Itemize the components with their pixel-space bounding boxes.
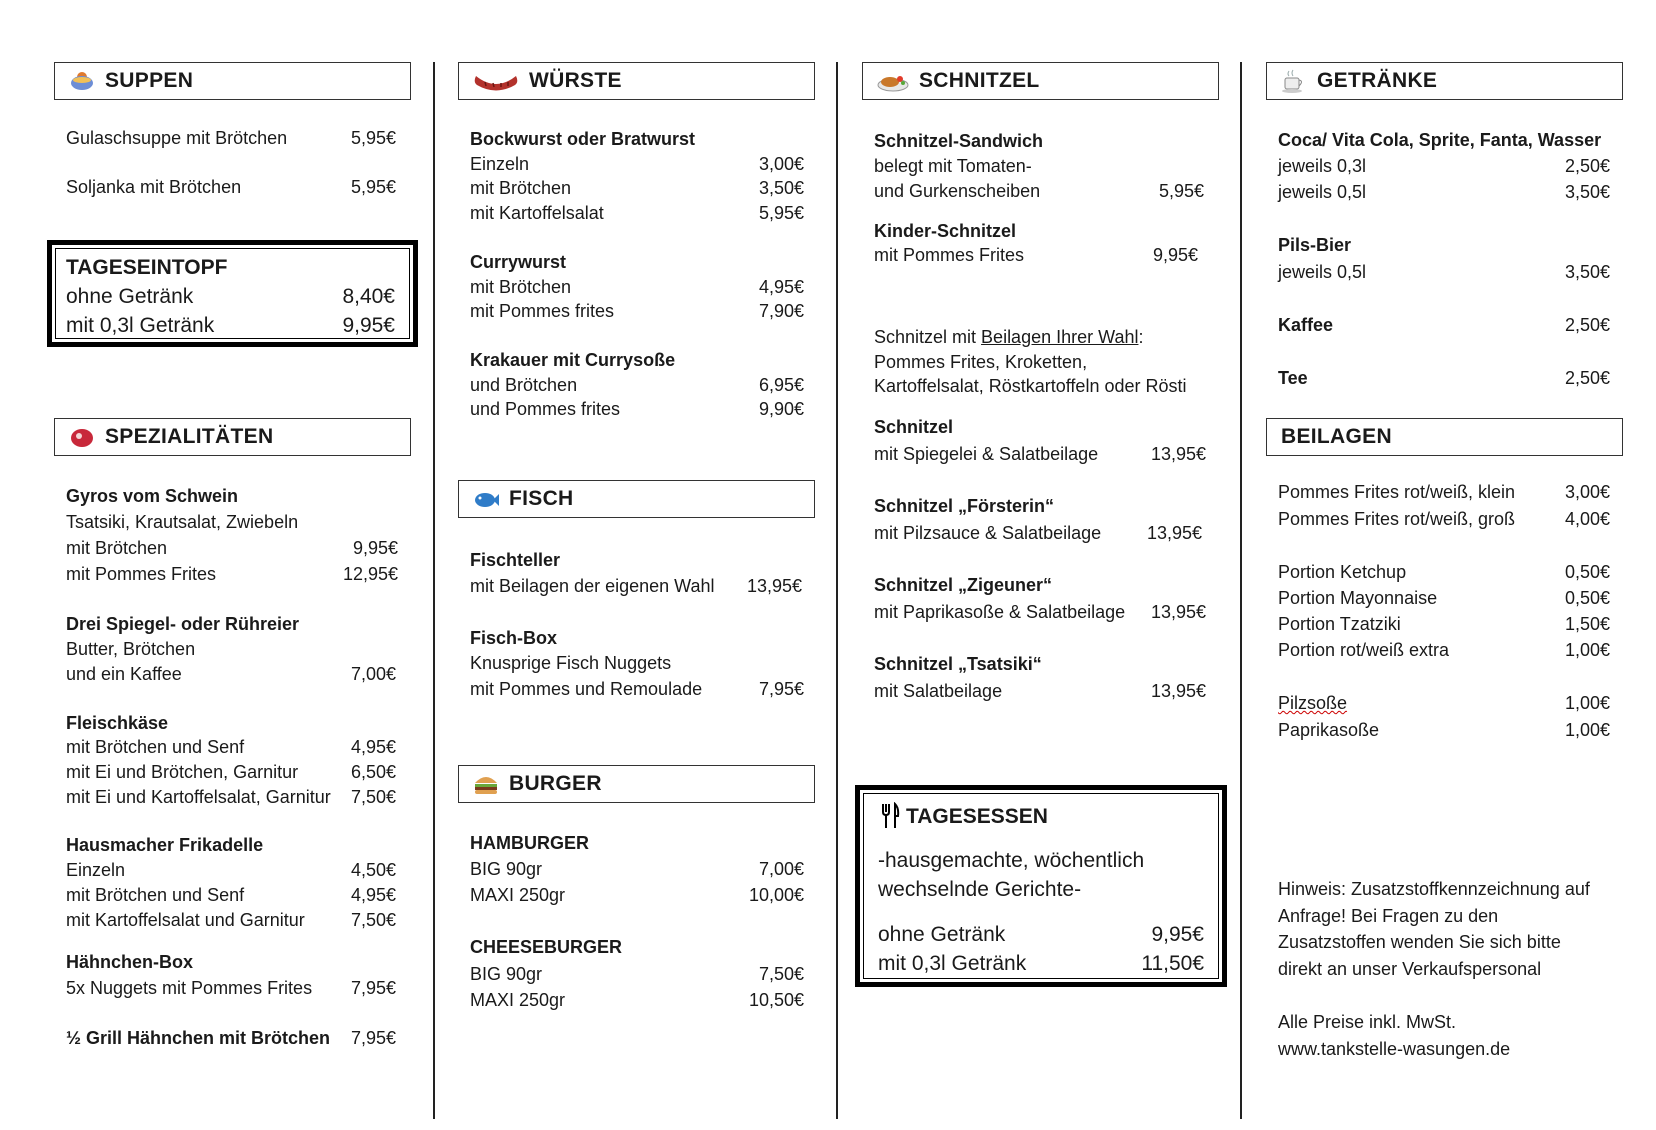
krakauer-row: und Pommes frites (470, 399, 621, 419)
hinweis-text: Zusatzstoffen wenden Sie sich bitte (1278, 932, 1561, 952)
gyros-row: mit Brötchen (66, 538, 168, 558)
fischbox-title: Fisch-Box (470, 628, 558, 648)
column-divider (836, 62, 838, 1119)
cutlery-icon (880, 802, 900, 830)
schnitzel-item-title: Schnitzel „Tsatsiki“ (874, 654, 1042, 674)
eier-desc: Butter, Brötchen (66, 639, 196, 659)
frikadelle-price: 4,50€ (350, 860, 396, 880)
tageseintopf-box (47, 240, 418, 347)
cheeseburger-title: CHEESEBURGER (470, 937, 623, 957)
hamburger-title: HAMBURGER (470, 833, 589, 853)
haehnchenbox-price: 7,95€ (350, 978, 396, 998)
fischteller-title: Fischteller (470, 550, 561, 570)
beilage-row: Portion Tzatziki (1278, 614, 1401, 634)
hinweis-text: Anfrage! Bei Fragen zu den (1278, 906, 1499, 926)
curry-row: mit Brötchen (470, 277, 572, 297)
cheeseburger-row: MAXI 250gr (470, 990, 566, 1010)
hinweis-text: Hinweis: Zusatzstoffkennzeichnung auf (1278, 879, 1590, 899)
hamburger-price: 7,00€ (758, 859, 804, 879)
schnitzel-item-row: mit Salatbeilage (874, 681, 1003, 701)
schnitzel-item-title: Schnitzel „Försterin“ (874, 496, 1055, 516)
curry-row: mit Pommes frites (470, 301, 615, 321)
column-divider (433, 62, 435, 1119)
beilagen-info-suffix: : (1138, 327, 1144, 347)
schnitzel-item-price: 13,95€ (1150, 681, 1206, 701)
grill-price: 7,95€ (350, 1028, 396, 1048)
fleischkaese-row: mit Brötchen und Senf (66, 737, 245, 757)
suppen-title: SUPPEN (105, 69, 194, 92)
fleischkaese-row: mit Ei und Kartoffelsalat, Garnitur (66, 787, 331, 807)
gyros-title: Gyros vom Schwein (66, 486, 239, 506)
soup-item: Soljanka mit Brötchen (66, 177, 242, 197)
bier-row: jeweils 0,5l (1278, 262, 1367, 282)
hinweis-text: direkt an unser Verkaufspersonal (1278, 959, 1542, 979)
bock-price: 5,95€ (758, 203, 804, 223)
grill-title: ½ Grill Hähnchen mit Brötchen (66, 1028, 331, 1048)
bier-title: Pils-Bier (1278, 235, 1352, 255)
tageseintopf-row-price: 8,40€ (342, 285, 395, 308)
tagesessen-row-price: 11,50€ (1141, 952, 1204, 975)
eier-desc: und ein Kaffee (66, 664, 182, 684)
gyros-price: 9,95€ (352, 538, 398, 558)
schnitzel-header (862, 62, 1219, 100)
tagesessen-row-label: ohne Getränk (878, 923, 1006, 946)
fischbox-row: mit Pommes und Remoulade (470, 679, 703, 699)
schnitzel-item-row: mit Pilzsauce & Salatbeilage (874, 523, 1102, 543)
beilage-row: Portion Ketchup (1278, 562, 1407, 582)
coffee-cup-icon (1281, 69, 1307, 93)
frikadelle-price: 4,95€ (350, 885, 396, 905)
steak-icon (69, 425, 95, 449)
krakauer-title: Krakauer mit Currysoße (470, 350, 676, 370)
kinder-row: mit Pommes Frites (874, 245, 1025, 265)
sausage-icon (473, 70, 519, 92)
website-link[interactable]: www.tankstelle-wasungen.de (1278, 1039, 1511, 1059)
schnitzel-item-row: mit Paprikasoße & Salatbeilage (874, 602, 1126, 622)
schnitzel-item-title: Schnitzel „Zigeuner“ (874, 575, 1053, 595)
beilagen-title: BEILAGEN (1281, 425, 1392, 448)
cheeseburger-row: BIG 90gr (470, 964, 543, 984)
cola-row: jeweils 0,5l (1278, 182, 1367, 202)
schnitzel-item-price: 13,95€ (1150, 444, 1206, 464)
frikadelle-row: Einzeln (66, 860, 126, 880)
tageseintopf-row-price: 9,95€ (342, 314, 395, 337)
fleischkaese-price: 6,50€ (350, 762, 396, 782)
schnitzel-item-row: mit Spiegelei & Salatbeilage (874, 444, 1099, 464)
beilagen-header (1266, 418, 1623, 456)
wuerste-title: WÜRSTE (529, 69, 622, 92)
fisch-header (458, 480, 815, 518)
tagesessen-desc: wechselnde Gerichte- (878, 878, 1082, 901)
spezialitaeten-header (54, 418, 411, 456)
kinder-title: Kinder-Schnitzel (874, 221, 1017, 241)
gyros-desc: Tsatsiki, Krautsalat, Zwiebeln (66, 512, 299, 532)
sandwich-desc: und Gurkenscheiben (874, 181, 1041, 201)
fisch-title: FISCH (509, 487, 574, 510)
bock-price: 3,50€ (758, 178, 804, 198)
beilagen-info: Kartoffelsalat, Röstkartoffeln oder Rösti (874, 376, 1187, 396)
beilage-price: 4,00€ (1564, 509, 1610, 529)
hamburger-row: BIG 90gr (470, 859, 543, 879)
cola-row: jeweils 0,3l (1278, 156, 1367, 176)
frikadelle-price: 7,50€ (350, 910, 396, 930)
fischteller-price: 13,95€ (746, 576, 802, 596)
sandwich-price: 5,95€ (1158, 181, 1204, 201)
fleischkaese-row: mit Ei und Brötchen, Garnitur (66, 762, 299, 782)
spezialitaeten-title: SPEZIALITÄTEN (105, 425, 274, 448)
tagesessen-row-label: mit 0,3l Getränk (878, 952, 1027, 975)
beilage-row: Portion rot/weiß extra (1278, 640, 1450, 660)
krakauer-price: 6,95€ (758, 375, 804, 395)
beilage-price: 1,00€ (1564, 640, 1610, 660)
cheeseburger-price: 10,50€ (748, 990, 804, 1010)
bock-row: Einzeln (470, 154, 530, 174)
suppen-header (54, 62, 411, 100)
getraenke-header (1266, 62, 1623, 100)
bock-row: mit Kartoffelsalat (470, 203, 604, 223)
burger-title: BURGER (509, 772, 602, 795)
column-divider (1240, 62, 1242, 1119)
haehnchenbox-title: Hähnchen-Box (66, 952, 194, 972)
beilage-row: Pommes Frites rot/weiß, klein (1278, 482, 1516, 502)
schnitzel-plate-icon (877, 70, 909, 92)
schnitzel-item-title: Schnitzel (874, 417, 954, 437)
tageseintopf-row-label: ohne Getränk (66, 285, 194, 308)
curry-title: Currywurst (470, 252, 567, 272)
tee-title: Tee (1278, 368, 1308, 388)
fischbox-desc: Knusprige Fisch Nuggets (470, 653, 672, 673)
beilagen-info-prefix: Schnitzel mit (874, 327, 982, 347)
hamburger-price: 10,00€ (748, 885, 804, 905)
tagesessen-title: TAGESESSEN (906, 805, 1048, 828)
tageseintopf-row-label: mit 0,3l Getränk (66, 314, 215, 337)
beilagen-info-link: Beilagen Ihrer Wahl (981, 327, 1139, 347)
eier-price: 7,00€ (350, 664, 396, 684)
burger-icon (473, 773, 499, 795)
bock-row: mit Brötchen (470, 178, 572, 198)
beilage-price: 1,00€ (1564, 693, 1610, 713)
fleischkaese-price: 7,50€ (350, 787, 396, 807)
hamburger-row: MAXI 250gr (470, 885, 566, 905)
soup-price: 5,95€ (350, 177, 396, 197)
schnitzel-item-price: 13,95€ (1146, 523, 1202, 543)
kaffee-price: 2,50€ (1564, 315, 1610, 335)
beilage-price: 1,00€ (1564, 720, 1610, 740)
schnitzel-title: SCHNITZEL (919, 69, 1040, 92)
frikadelle-row: mit Brötchen und Senf (66, 885, 245, 905)
beilage-price: 0,50€ (1564, 588, 1610, 608)
beilage-row: Pilzsoße (1278, 693, 1348, 713)
tagesessen-row-price: 9,95€ (1151, 923, 1204, 946)
krakauer-row: und Brötchen (470, 375, 578, 395)
fischteller-row: mit Beilagen der eigenen Wahl (470, 576, 715, 596)
beilage-price: 3,00€ (1564, 482, 1610, 502)
beilage-row: Pommes Frites rot/weiß, groß (1278, 509, 1516, 529)
beilage-price: 1,50€ (1564, 614, 1610, 634)
beilagen-info: Pommes Frites, Kroketten, (874, 352, 1088, 372)
soup-bowl-icon (69, 69, 95, 93)
cola-price: 2,50€ (1564, 156, 1610, 176)
curry-price: 7,90€ (758, 301, 804, 321)
mwst-note: Alle Preise inkl. MwSt. (1278, 1012, 1457, 1032)
curry-price: 4,95€ (758, 277, 804, 297)
cola-price: 3,50€ (1564, 182, 1610, 202)
krakauer-price: 9,90€ (758, 399, 804, 419)
eier-title: Drei Spiegel- oder Rühreier (66, 614, 300, 634)
soup-price: 5,95€ (350, 128, 396, 148)
cheeseburger-price: 7,50€ (758, 964, 804, 984)
tagesessen-box (855, 785, 1227, 987)
beilagen-info (874, 325, 1143, 349)
sandwich-title: Schnitzel-Sandwich (874, 131, 1044, 151)
fish-icon (473, 488, 499, 510)
sandwich-desc: belegt mit Tomaten- (874, 156, 1032, 176)
fleischkaese-price: 4,95€ (350, 737, 396, 757)
soup-item: Gulaschsuppe mit Brötchen (66, 128, 288, 148)
beilage-row: Paprikasoße (1278, 720, 1380, 740)
beilage-price: 0,50€ (1564, 562, 1610, 582)
schnitzel-item-price: 13,95€ (1150, 602, 1206, 622)
tageseintopf-title: TAGESEINTOPF (66, 256, 228, 279)
getraenke-title: GETRÄNKE (1317, 69, 1438, 92)
fleischkaese-title: Fleischkäse (66, 713, 169, 733)
kaffee-title: Kaffee (1278, 315, 1334, 335)
frikadelle-title: Hausmacher Frikadelle (66, 835, 264, 855)
gyros-price: 12,95€ (342, 564, 398, 584)
fischbox-price: 7,95€ (758, 679, 804, 699)
wuerste-header (458, 62, 815, 100)
haehnchenbox-row: 5x Nuggets mit Pommes Frites (66, 978, 313, 998)
bock-price: 3,00€ (758, 154, 804, 174)
tagesessen-desc: -hausgemachte, wöchentlich (878, 849, 1145, 872)
frikadelle-row: mit Kartoffelsalat und Garnitur (66, 910, 305, 930)
bock-title: Bockwurst oder Bratwurst (470, 129, 696, 149)
kinder-price: 9,95€ (1152, 245, 1198, 265)
cola-title: Coca/ Vita Cola, Sprite, Fanta, Wasser (1278, 130, 1602, 150)
burger-header (458, 765, 815, 803)
gyros-row: mit Pommes Frites (66, 564, 217, 584)
beilage-row: Portion Mayonnaise (1278, 588, 1438, 608)
tee-price: 2,50€ (1564, 368, 1610, 388)
bier-price: 3,50€ (1564, 262, 1610, 282)
